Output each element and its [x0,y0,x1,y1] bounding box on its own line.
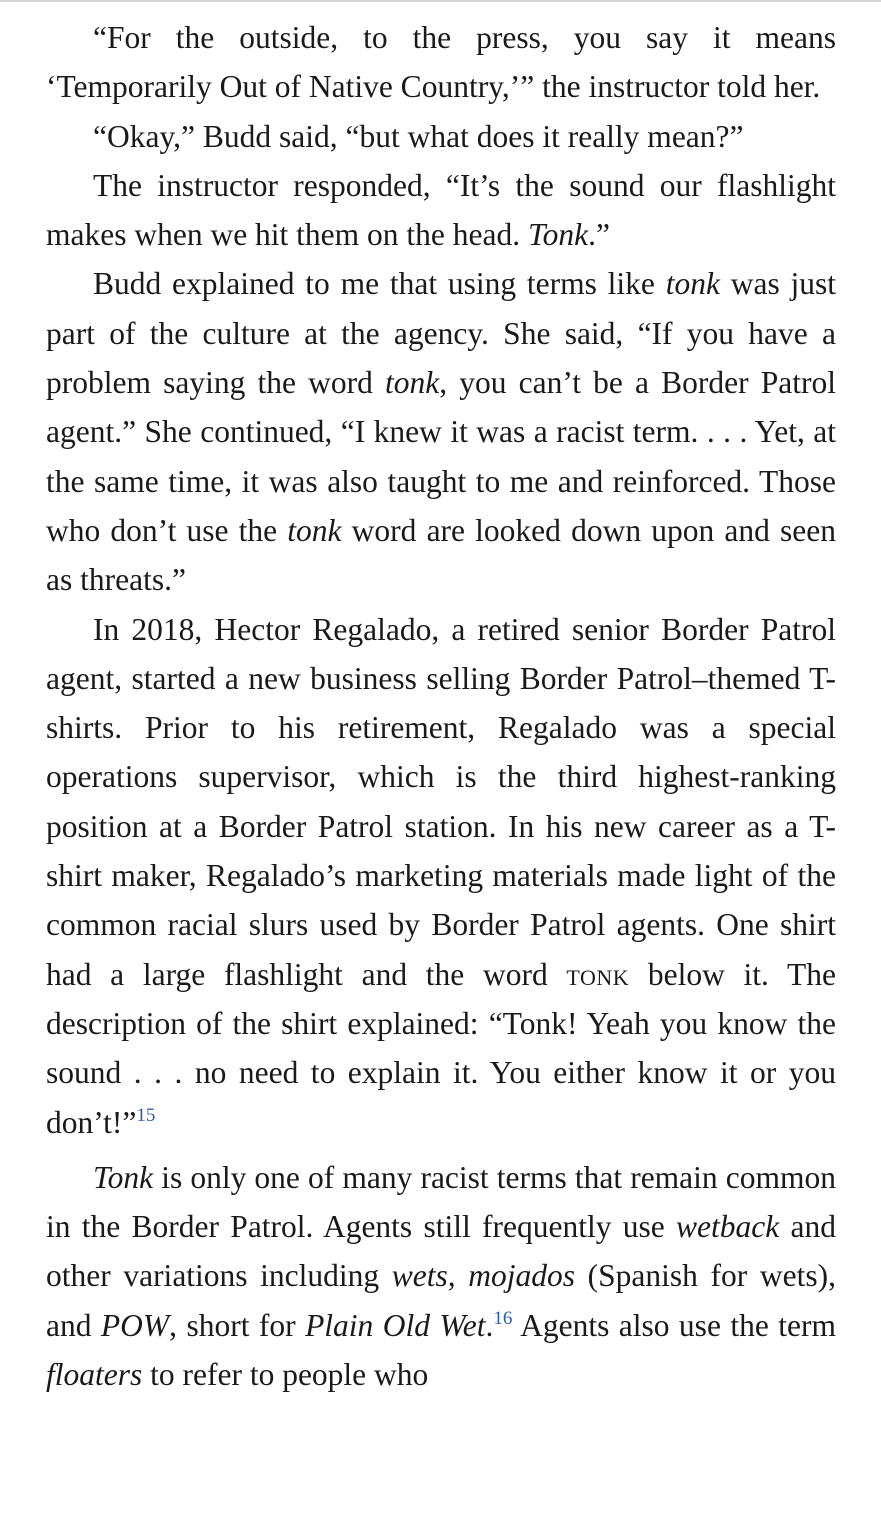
paragraph-text: (Spanish for wets), and [46,1258,836,1343]
paragraph-regalado [46,605,836,1147]
paragraph-instructor-quote [46,13,836,112]
paragraph-text: , short for [169,1307,306,1343]
paragraph-text: .” [588,217,610,253]
italic-term: Tonk [93,1159,154,1195]
paragraph-text: was just part of the culture at the agency. She said, “If you have a problem saying the word [46,266,837,401]
italic-term: wetback [676,1209,780,1245]
italic-term: POW [100,1307,170,1343]
italic-term: Plain Old Wet [305,1307,486,1343]
paragraph-budd-question [46,112,836,161]
paragraph-text: and other variations including [46,1209,836,1294]
paragraph-text: is only one of many racist terms that remain common in the Border Patrol. Agents still frequently use [46,1159,836,1245]
paragraph-text: . [485,1307,494,1343]
top-divider [0,0,881,2]
paragraph-text: , you can’t be a Border Patrol agent.” She continued, “I knew it was a racist term. . . . Yet, at the same time, it was also taught to me and reinforced. Those who don’t use the [46,365,837,548]
paragraph-text: The instructor responded, “It’s the sound our flashlight makes when we hit them on the head. [46,167,836,253]
paragraph-text: “Okay,” Budd said, “but what does it really mean?” [93,118,744,154]
paragraph-text: “For the outside, to the press, you say it means ‘Temporarily Out of Native Country,’” the instructor told her. [46,20,836,105]
paragraph-text: Budd explained to me that using terms like [93,266,666,302]
paragraph-budd-explanation [46,259,836,604]
paragraph-text: to refer to people who [142,1357,429,1393]
book-page-text [46,13,836,1399]
paragraph-text: word are looked down upon and seen as threats.” [46,512,836,598]
paragraph-instructor-response [46,161,836,260]
italic-term: floaters [46,1357,143,1393]
paragraph-racist-terms [46,1153,836,1399]
small-caps-term: tonk [566,956,630,992]
paragraph-text: Agents also use the term [512,1307,836,1343]
italic-term: tonk [385,365,440,401]
italic-term: tonk [665,266,720,302]
italic-term: wets, mojados [391,1258,576,1294]
footnote-link-16[interactable]: 16 [493,1307,513,1329]
paragraph-text: below it. The description of the shirt explained: “Tonk! Yeah you know the sound . . . no need to explain it. You either know it or you don’t!” [46,956,836,1140]
italic-term: Tonk [528,217,589,253]
footnote-link-15[interactable]: 15 [136,1104,156,1126]
italic-term: tonk [287,512,342,548]
paragraph-text: In 2018, Hector Regalado, a retired senior Border Patrol agent, started a new business selling Border Patrol–themed T-shirts. Prior to his retirement, Regalado was a special operations supervisor, which is the third highest-ranking position at a Border Patrol station. In his new career as a T-shirt maker, Regalado’s marketing materials made light of the common racial slurs used by Border Patrol agents. One shirt had a large flashlight and the word [46,611,836,992]
